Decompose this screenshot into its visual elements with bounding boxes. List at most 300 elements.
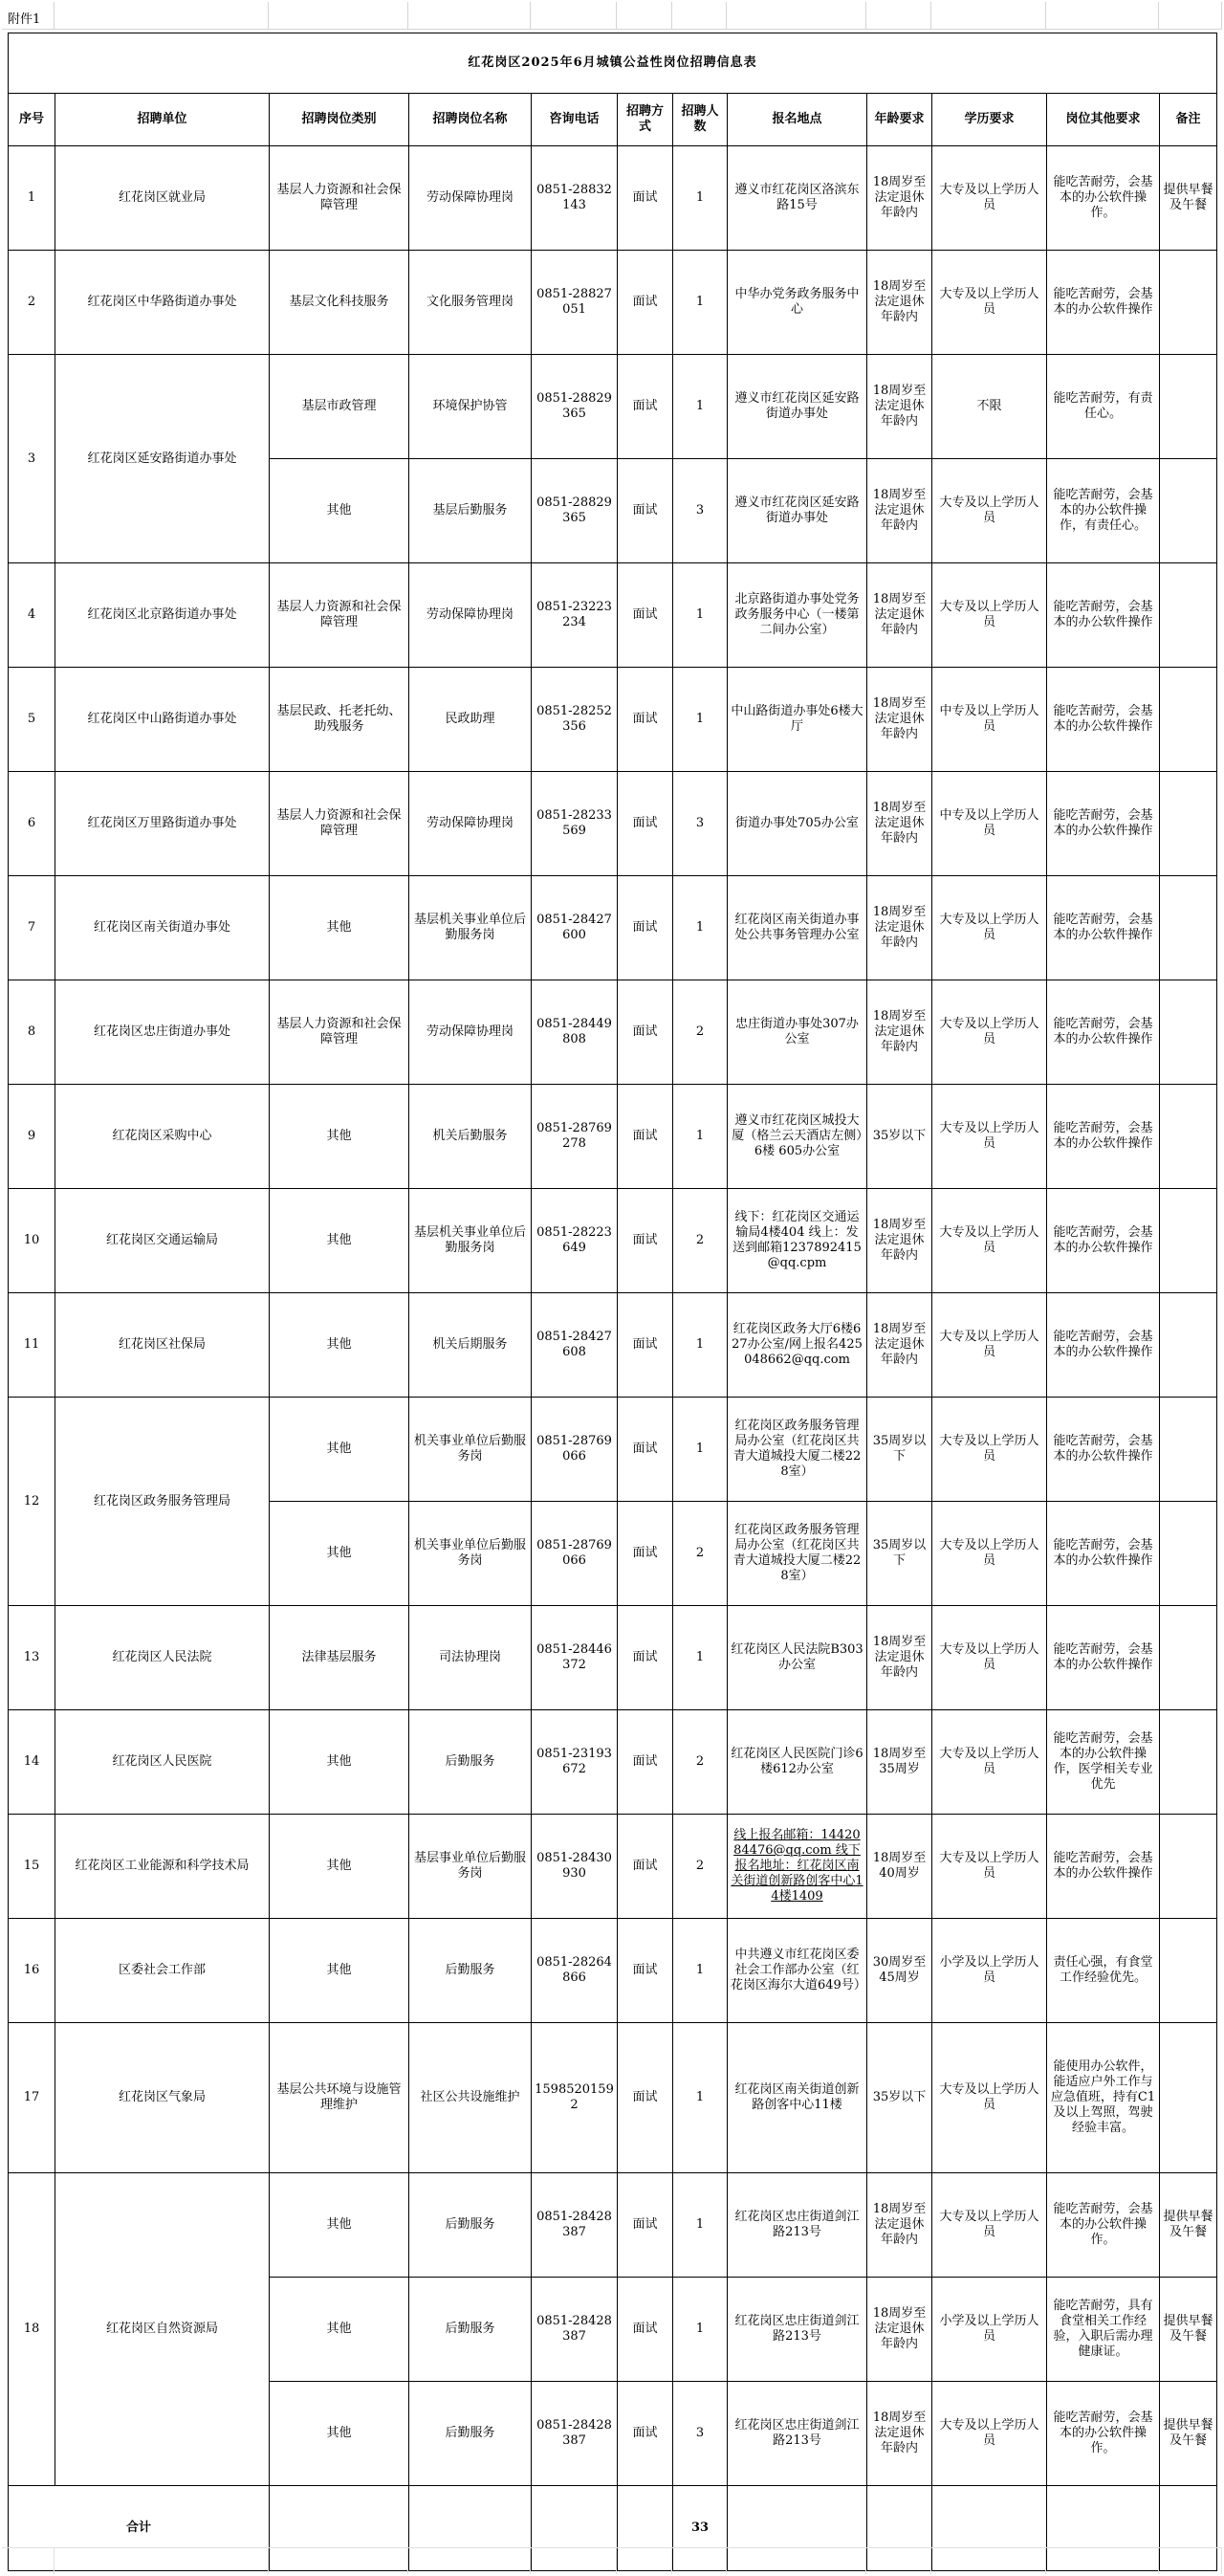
cell-post-name: 劳动保障协理岗: [409, 146, 532, 251]
header-category: 招聘岗位类别: [270, 94, 409, 146]
cell-category: 其他: [270, 1815, 409, 1919]
cell-education: 中专及以上学历人员: [932, 772, 1047, 876]
cell-note: [1160, 2023, 1217, 2173]
grid-cell: [931, 2, 1046, 30]
cell-unit: 红花岗区社保局: [55, 1293, 270, 1398]
cell-note: [1160, 459, 1217, 563]
cell-place: 线上报名邮箱：1442084476@qq.com 线下报名地址：红花岗区南关街道创新路创客中心14楼1409: [728, 1815, 867, 1919]
cell-count: 1: [673, 355, 728, 459]
cell-no: 12: [9, 1398, 55, 1606]
table-row: [9, 251, 1217, 355]
cell-no: 6: [9, 772, 55, 876]
cell-phone: 0851-28769278: [532, 1085, 618, 1189]
grid-cell: [866, 2547, 931, 2574]
cell-method: 面试: [618, 355, 673, 459]
cell-education: 不限: [932, 355, 1047, 459]
total-count: 33: [673, 2486, 728, 2571]
page-title: 红花岗区2025年6月城镇公益性岗位招聘信息表: [9, 33, 1217, 94]
cell-method: 面试: [618, 251, 673, 355]
cell-place: 街道办事处705办公室: [728, 772, 867, 876]
table-row: [9, 1398, 1217, 1502]
cell-no: 3: [9, 355, 55, 563]
cell-phone: 0851-28829365: [532, 459, 618, 563]
grid-cell: [2, 2547, 55, 2574]
cell-method: 面试: [618, 1606, 673, 1710]
cell-note: [1160, 1815, 1217, 1919]
table-row: [9, 1606, 1217, 1710]
cell-no: 16: [9, 1919, 55, 2023]
cell-place: 中山路街道办事处6楼大厅: [728, 668, 867, 772]
cell-other: 能吃苦耐劳，会基本的办公软件操作。: [1047, 146, 1160, 251]
cell-age: 35岁以下: [867, 1085, 932, 1189]
cell-other: 能吃苦耐劳，具有食堂相关工作经验，入职后需办理健康证。: [1047, 2278, 1160, 2382]
cell-category: 基层人力资源和社会保障管理: [270, 980, 409, 1085]
cell-note: [1160, 876, 1217, 980]
cell-post-name: 机关后勤服务: [409, 1085, 532, 1189]
table-row: [9, 1293, 1217, 1398]
table-row: [9, 2023, 1217, 2173]
cell-phone: 0851-28449808: [532, 980, 618, 1085]
grid-cell: [55, 2547, 269, 2574]
cell-phone: 0851-23193672: [532, 1710, 618, 1815]
cell-count: 1: [673, 1606, 728, 1710]
cell-place: 红花岗区南关街道办事处公共事务管理办公室: [728, 876, 867, 980]
cell-post-name: 机关事业单位后勤服务岗: [409, 1398, 532, 1502]
grid-cell: [672, 2547, 727, 2574]
cell-note: [1160, 1502, 1217, 1606]
cell-no: 1: [9, 146, 55, 251]
grid-cell: [727, 2, 866, 30]
total-label: 合计: [9, 2486, 270, 2571]
cell-phone: 0851-28446372: [532, 1606, 618, 1710]
cell-unit: 红花岗区交通运输局: [55, 1189, 270, 1293]
cell-count: 1: [673, 2278, 728, 2382]
cell-no: 7: [9, 876, 55, 980]
cell-post-name: 后勤服务: [409, 2278, 532, 2382]
cell-note: [1160, 355, 1217, 459]
cell-unit: 红花岗区中华路街道办事处: [55, 251, 270, 355]
cell-count: 1: [673, 563, 728, 668]
cell-age: 18周岁至法定退休年龄内: [867, 2382, 932, 2486]
cell-phone: 0851-28264866: [532, 1919, 618, 2023]
cell-age: 30周岁至45周岁: [867, 1919, 932, 2023]
cell-phone: 0851-28832143: [532, 146, 618, 251]
cell-education: 大专及以上学历人员: [932, 1502, 1047, 1606]
grid-cell: [531, 2, 617, 30]
table-row: [9, 2173, 1217, 2278]
cell-post-name: 机关后期服务: [409, 1293, 532, 1398]
appendix-strip: [2, 2, 1222, 30]
cell-category: 法律基层服务: [270, 1606, 409, 1710]
cell-phone: 0851-28223649: [532, 1189, 618, 1293]
appendix-cell: [2, 2, 55, 30]
cell-other: 能吃苦耐劳，会基本的办公软件操作: [1047, 1085, 1160, 1189]
cell-count: 1: [673, 146, 728, 251]
cell-unit: 红花岗区万里路街道办事处: [55, 772, 270, 876]
cell-category: 其他: [270, 876, 409, 980]
header-other-requirements: 岗位其他要求: [1047, 94, 1160, 146]
table-row: [9, 772, 1217, 876]
cell-phone: 0851-28427608: [532, 1293, 618, 1398]
cell-phone: 0851-23223234: [532, 563, 618, 668]
cell-education: 大专及以上学历人员: [932, 2382, 1047, 2486]
cell-place: 红花岗区政务大厅6楼627办公室/网上报名425048662@qq.com: [728, 1293, 867, 1398]
appendix-label: 附件1: [8, 12, 41, 27]
cell-place: 遵义市红花岗区城投大厦（格兰云天酒店左侧）6楼 605办公室: [728, 1085, 867, 1189]
cell-unit: 红花岗区忠庄街道办事处: [55, 980, 270, 1085]
cell-post-name: 后勤服务: [409, 1710, 532, 1815]
cell-unit: 红花岗区自然资源局: [55, 2173, 270, 2486]
table-row: [9, 146, 1217, 251]
cell-place: 线下：红花岗区交通运输局4楼404 线上：发送到邮箱1237892415@qq.cpm: [728, 1189, 867, 1293]
cell-no: 9: [9, 1085, 55, 1189]
grid-cell: [1159, 2, 1222, 30]
cell-age: 18周岁至法定退休年龄内: [867, 1189, 932, 1293]
cell-education: 大专及以上学历人员: [932, 980, 1047, 1085]
cell-count: 1: [673, 1398, 728, 1502]
cell-count: 3: [673, 2382, 728, 2486]
cell-method: 面试: [618, 459, 673, 563]
cell-post-name: 机关事业单位后勤服务岗: [409, 1502, 532, 1606]
cell-note: [1160, 1189, 1217, 1293]
cell-method: 面试: [618, 1189, 673, 1293]
cell-post-name: 基层机关事业单位后勤服务岗: [409, 876, 532, 980]
cell-post-name: 后勤服务: [409, 1919, 532, 2023]
cell-other: 能吃苦耐劳，会基本的办公软件操作: [1047, 980, 1160, 1085]
grid-cell: [55, 2, 269, 30]
cell-education: 大专及以上学历人员: [932, 1606, 1047, 1710]
cell-age: 18周岁至法定退休年龄内: [867, 563, 932, 668]
cell-unit: 红花岗区南关街道办事处: [55, 876, 270, 980]
cell-place: 红花岗区南关街道创新路创客中心11楼: [728, 2023, 867, 2173]
table-row: [9, 876, 1217, 980]
cell-other: 能吃苦耐劳，会基本的办公软件操作: [1047, 1815, 1160, 1919]
header-phone: 咨询电话: [532, 94, 618, 146]
cell-other: 能吃苦耐劳，会基本的办公软件操作，有责任心。: [1047, 459, 1160, 563]
cell-category: 其他: [270, 2173, 409, 2278]
cell-place: 红花岗区忠庄街道剑江路213号: [728, 2173, 867, 2278]
cell-age: 18周岁至法定退休年龄内: [867, 2173, 932, 2278]
cell-category: 其他: [270, 2382, 409, 2486]
table-row: [9, 1189, 1217, 1293]
cell-unit: 红花岗区中山路街道办事处: [55, 668, 270, 772]
cell-post-name: 劳动保障协理岗: [409, 772, 532, 876]
cell-category: 基层人力资源和社会保障管理: [270, 563, 409, 668]
cell-phone: 0851-28428387: [532, 2173, 618, 2278]
header-note: 备注: [1160, 94, 1217, 146]
header-age: 年龄要求: [867, 94, 932, 146]
grid-cell: [408, 2, 531, 30]
cell-place: 红花岗区人民法院B303办公室: [728, 1606, 867, 1710]
cell-education: 大专及以上学历人员: [932, 2023, 1047, 2173]
cell-note: [1160, 251, 1217, 355]
cell-education: 小学及以上学历人员: [932, 2278, 1047, 2382]
cell-post-name: 劳动保障协理岗: [409, 980, 532, 1085]
cell-category: 其他: [270, 1293, 409, 1398]
cell-unit: 区委社会工作部: [55, 1919, 270, 2023]
cell-category: 其他: [270, 2278, 409, 2382]
grid-cell: [866, 2, 931, 30]
cell-age: 18周岁至法定退休年龄内: [867, 1293, 932, 1398]
cell-method: 面试: [618, 876, 673, 980]
grid-cell: [1159, 2547, 1222, 2574]
cell-other: 责任心强，有食堂工作经验优先。: [1047, 1919, 1160, 2023]
header-education: 学历要求: [932, 94, 1047, 146]
header-unit: 招聘单位: [55, 94, 270, 146]
cell-no: 11: [9, 1293, 55, 1398]
cell-education: 小学及以上学历人员: [932, 1919, 1047, 2023]
cell-no: 5: [9, 668, 55, 772]
header-row: [9, 94, 1217, 146]
cell-post-name: 劳动保障协理岗: [409, 563, 532, 668]
cell-education: 中专及以上学历人员: [932, 668, 1047, 772]
cell-place: 遵义市红花岗区延安路街道办事处: [728, 459, 867, 563]
cell-method: 面试: [618, 772, 673, 876]
cell-place: 红花岗区政务服务管理局办公室（红花岗区共青大道城投大厦二楼228室）: [728, 1502, 867, 1606]
cell-other: 能吃苦耐劳，会基本的办公软件操作: [1047, 1606, 1160, 1710]
cell-other: 能吃苦耐劳，会基本的办公软件操作: [1047, 1502, 1160, 1606]
table-row: [9, 1085, 1217, 1189]
grid-cell: [727, 2547, 866, 2574]
header-post-name: 招聘岗位名称: [409, 94, 532, 146]
cell-post-name: 后勤服务: [409, 2382, 532, 2486]
cell-method: 面试: [618, 2278, 673, 2382]
cell-age: 35岁以下: [867, 2023, 932, 2173]
cell-other: 能吃苦耐劳，会基本的办公软件操作: [1047, 876, 1160, 980]
cell-note: [1160, 563, 1217, 668]
cell-age: 18周岁至法定退休年龄内: [867, 980, 932, 1085]
cell-no: 4: [9, 563, 55, 668]
cell-count: 2: [673, 980, 728, 1085]
cell-education: 大专及以上学历人员: [932, 1293, 1047, 1398]
cell-phone: 0851-28233569: [532, 772, 618, 876]
cell-age: 35周岁以下: [867, 1398, 932, 1502]
cell-count: 1: [673, 1085, 728, 1189]
cell-category: 其他: [270, 1710, 409, 1815]
cell-unit: 红花岗区北京路街道办事处: [55, 563, 270, 668]
grid-cell: [408, 2547, 531, 2574]
cell-note: 提供早餐及午餐: [1160, 2278, 1217, 2382]
cell-count: 3: [673, 772, 728, 876]
cell-count: 1: [673, 1919, 728, 2023]
grid-cell: [617, 2547, 672, 2574]
recruitment-table: [8, 33, 1217, 2571]
cell-education: 大专及以上学历人员: [932, 251, 1047, 355]
header-count: 招聘人数: [673, 94, 728, 146]
cell-method: 面试: [618, 668, 673, 772]
cell-method: 面试: [618, 1815, 673, 1919]
cell-age: 18周岁至法定退休年龄内: [867, 2278, 932, 2382]
cell-note: [1160, 668, 1217, 772]
cell-other: 能吃苦耐劳，会基本的办公软件操作。: [1047, 2382, 1160, 2486]
cell-education: 大专及以上学历人员: [932, 876, 1047, 980]
cell-count: 1: [673, 251, 728, 355]
cell-phone: 0851-28252356: [532, 668, 618, 772]
cell-phone: 0851-28769066: [532, 1398, 618, 1502]
cell-note: [1160, 1919, 1217, 2023]
cell-method: 面试: [618, 1710, 673, 1815]
cell-note: [1160, 980, 1217, 1085]
cell-other: 能吃苦耐劳，有责任心。: [1047, 355, 1160, 459]
cell-count: 1: [673, 1293, 728, 1398]
cell-note: [1160, 1710, 1217, 1815]
cell-post-name: 后勤服务: [409, 2173, 532, 2278]
cell-method: 面试: [618, 980, 673, 1085]
cell-count: 2: [673, 1710, 728, 1815]
cell-education: 大专及以上学历人员: [932, 1398, 1047, 1502]
cell-count: 1: [673, 2023, 728, 2173]
cell-phone: 15985201592: [532, 2023, 618, 2173]
cell-category: 基层市政管理: [270, 355, 409, 459]
cell-place: 中华办党务政务服务中心: [728, 251, 867, 355]
cell-no: 15: [9, 1815, 55, 1919]
cell-post-name: 民政助理: [409, 668, 532, 772]
cell-phone: 0851-28428387: [532, 2382, 618, 2486]
cell-post-name: 基层事业单位后勤服务岗: [409, 1815, 532, 1919]
cell-education: 大专及以上学历人员: [932, 563, 1047, 668]
cell-note: 提供早餐及午餐: [1160, 146, 1217, 251]
cell-other: 能吃苦耐劳，会基本的办公软件操作，医学相关专业优先: [1047, 1710, 1160, 1815]
grid-cell: [672, 2, 727, 30]
grid-cell: [1046, 2, 1159, 30]
grid-cell: [1046, 2547, 1159, 2574]
cell-phone: 0851-28827051: [532, 251, 618, 355]
cell-count: 2: [673, 1502, 728, 1606]
cell-method: 面试: [618, 563, 673, 668]
cell-unit: 红花岗区人民医院: [55, 1710, 270, 1815]
table-row: [9, 1815, 1217, 1919]
cell-note: [1160, 1085, 1217, 1189]
cell-education: 大专及以上学历人员: [932, 1710, 1047, 1815]
cell-other: 能吃苦耐劳，会基本的办公软件操作: [1047, 563, 1160, 668]
cell-category: 其他: [270, 459, 409, 563]
header-place: 报名地点: [728, 94, 867, 146]
cell-education: 大专及以上学历人员: [932, 459, 1047, 563]
cell-category: 基层民政、托老托幼、助残服务: [270, 668, 409, 772]
cell-place: 红花岗区忠庄街道剑江路213号: [728, 2382, 867, 2486]
header-no: 序号: [9, 94, 55, 146]
cell-phone: 0851-28428387: [532, 2278, 618, 2382]
cell-age: 18周岁至35周岁: [867, 1710, 932, 1815]
cell-note: 提供早餐及午餐: [1160, 2382, 1217, 2486]
cell-count: 1: [673, 668, 728, 772]
cell-no: 14: [9, 1710, 55, 1815]
cell-no: 17: [9, 2023, 55, 2173]
cell-age: 18周岁至法定退休年龄内: [867, 146, 932, 251]
cell-other: 能使用办公软件，能适应户外工作与应急值班，持有C1及以上驾照，驾驶经验丰富。: [1047, 2023, 1160, 2173]
grid-cell: [931, 2547, 1046, 2574]
cell-place: 北京路街道办事处党务政务服务中心（一楼第二间办公室）: [728, 563, 867, 668]
cell-no: 8: [9, 980, 55, 1085]
bottom-grid-strip: [2, 2547, 1222, 2574]
cell-method: 面试: [618, 1919, 673, 2023]
cell-unit: 红花岗区工业能源和科学技术局: [55, 1815, 270, 1919]
cell-age: 18周岁至40周岁: [867, 1815, 932, 1919]
cell-post-name: 司法协理岗: [409, 1606, 532, 1710]
cell-education: 大专及以上学历人员: [932, 1189, 1047, 1293]
cell-category: 其他: [270, 1085, 409, 1189]
cell-category: 基层公共环境与设施管理维护: [270, 2023, 409, 2173]
cell-age: 18周岁至法定退休年龄内: [867, 876, 932, 980]
cell-category: 基层人力资源和社会保障管理: [270, 146, 409, 251]
grid-cell: [617, 2, 672, 30]
cell-count: 2: [673, 1815, 728, 1919]
cell-place: 遵义市红花岗区洛滨东路15号: [728, 146, 867, 251]
cell-age: 18周岁至法定退休年龄内: [867, 251, 932, 355]
table-row: [9, 1710, 1217, 1815]
cell-age: 18周岁至法定退休年龄内: [867, 355, 932, 459]
table-row: [9, 668, 1217, 772]
cell-method: 面试: [618, 2023, 673, 2173]
cell-post-name: 基层后勤服务: [409, 459, 532, 563]
cell-phone: 0851-28430930: [532, 1815, 618, 1919]
cell-method: 面试: [618, 1293, 673, 1398]
cell-note: [1160, 1293, 1217, 1398]
cell-method: 面试: [618, 2382, 673, 2486]
cell-method: 面试: [618, 146, 673, 251]
table-row: [9, 1919, 1217, 2023]
cell-place: 红花岗区人民医院门诊6楼612办公室: [728, 1710, 867, 1815]
cell-place: 遵义市红花岗区延安路街道办事处: [728, 355, 867, 459]
cell-unit: 红花岗区采购中心: [55, 1085, 270, 1189]
cell-category: 其他: [270, 1189, 409, 1293]
cell-education: 大专及以上学历人员: [932, 1815, 1047, 1919]
cell-method: 面试: [618, 1398, 673, 1502]
cell-other: 能吃苦耐劳，会基本的办公软件操作。: [1047, 2173, 1160, 2278]
cell-note: [1160, 1398, 1217, 1502]
cell-other: 能吃苦耐劳，会基本的办公软件操作: [1047, 668, 1160, 772]
cell-other: 能吃苦耐劳，会基本的办公软件操作: [1047, 772, 1160, 876]
cell-no: 18: [9, 2173, 55, 2486]
cell-other: 能吃苦耐劳，会基本的办公软件操作: [1047, 1189, 1160, 1293]
cell-post-name: 文化服务管理岗: [409, 251, 532, 355]
cell-category: 基层人力资源和社会保障管理: [270, 772, 409, 876]
cell-count: 1: [673, 2173, 728, 2278]
cell-place: 中共遵义市红花岗区委社会工作部办公室（红花岗区海尔大道649号）: [728, 1919, 867, 2023]
cell-place: 红花岗区政务服务管理局办公室（红花岗区共青大道城投大厦二楼228室）: [728, 1398, 867, 1502]
cell-no: 2: [9, 251, 55, 355]
cell-unit: 红花岗区气象局: [55, 2023, 270, 2173]
cell-category: 其他: [270, 1502, 409, 1606]
cell-method: 面试: [618, 1085, 673, 1189]
cell-note: 提供早餐及午餐: [1160, 2173, 1217, 2278]
cell-age: 35周岁以下: [867, 1502, 932, 1606]
cell-unit: 红花岗区就业局: [55, 146, 270, 251]
cell-post-name: 环境保护协管: [409, 355, 532, 459]
cell-age: 18周岁至法定退休年龄内: [867, 668, 932, 772]
cell-unit: 红花岗区政务服务管理局: [55, 1398, 270, 1606]
table-row: [9, 355, 1217, 459]
cell-unit: 红花岗区延安路街道办事处: [55, 355, 270, 563]
cell-category: 基层文化科技服务: [270, 251, 409, 355]
cell-phone: 0851-28829365: [532, 355, 618, 459]
cell-count: 1: [673, 876, 728, 980]
cell-education: 大专及以上学历人员: [932, 1085, 1047, 1189]
cell-phone: 0851-28427600: [532, 876, 618, 980]
cell-post-name: 社区公共设施维护: [409, 2023, 532, 2173]
grid-cell: [269, 2547, 408, 2574]
cell-count: 3: [673, 459, 728, 563]
header-method: 招聘方式: [618, 94, 673, 146]
cell-age: 18周岁至法定退休年龄内: [867, 772, 932, 876]
table-row: [9, 980, 1217, 1085]
title-row: [9, 33, 1217, 94]
cell-category: 其他: [270, 1398, 409, 1502]
grid-cell: [269, 2, 408, 30]
cell-unit: 红花岗区人民法院: [55, 1606, 270, 1710]
cell-no: 10: [9, 1189, 55, 1293]
grid-cell: [531, 2547, 617, 2574]
